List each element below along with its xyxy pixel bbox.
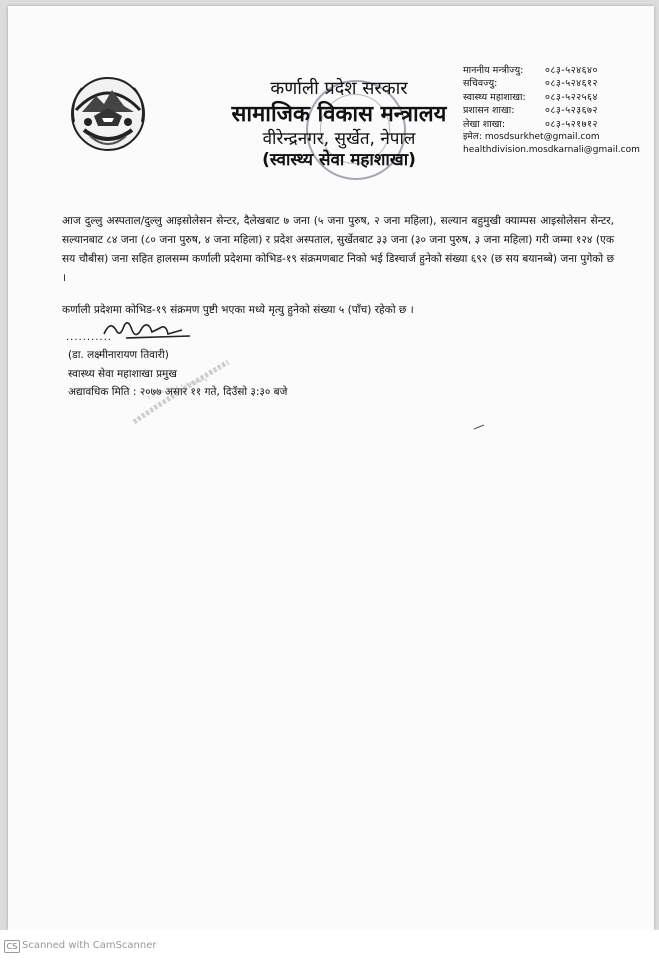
death-count-paragraph: कर्णाली प्रदेशमा कोभिड-१९ संक्रमण पुष्टी भएका मध्ये मृत्यु हुनेको संख्या ५ (पाँच) रहेको छ ।	[62, 304, 414, 316]
contact-row	[463, 104, 653, 117]
contact-label: स्वास्थ्य महाशाखा:	[463, 91, 526, 103]
signatory-title: स्वास्थ्य सेवा महाशाखा प्रमुख	[68, 367, 177, 380]
scanner-watermark-text: Scanned with CamScanner	[22, 940, 157, 951]
contact-row	[463, 77, 653, 90]
scanner-footer	[0, 930, 659, 960]
contact-label: माननीय मन्त्रीज्यु:	[463, 65, 524, 76]
contact-number: ०८३-५२३६७२	[545, 105, 598, 117]
document-page	[8, 6, 654, 930]
contact-label: सचिवज्यु:	[463, 78, 498, 90]
contact-list	[463, 64, 653, 157]
contact-row	[463, 91, 653, 104]
government-name: कर्णाली प्रदेश सरकार	[270, 78, 408, 99]
discharge-paragraph: आज दुल्लु अस्पताल/दुल्लु आइसोलेसन सेन्टर, दैलेखबाट ७ जना (५ जना पुरुष, २ जना महिला), सल्यान बहुमुखी क्याम्पस आइसोलेसन सेन्टर, सल्यानबाट ८४ जना (८० जना पुरुष, ४ जना महिला) र प्रदेश अस्पताल, सुर्खेतबाट ३३ जना (३० जना पुरुष, ३ जना महिला) गरी जम्मा १२४ (एक सय चौबीस) जना सहित हालसम्म कर्णाली प्रदेशमा कोभिड-१९ संक्रमणबाट निको भई डिस्चार्ज हुनेको संख्या ६९२ (छ सय बयानब्बे) जना पुगेको छ ।	[62, 215, 614, 284]
contact-number: ०८३-५२४६४०	[545, 65, 598, 76]
contact-number: ०८३-५२२५६४	[545, 91, 598, 103]
camscanner-logo: CS	[4, 940, 20, 953]
contact-number: ०८३-५२१७१२	[545, 118, 598, 130]
nepal-emblem-logo	[66, 72, 150, 156]
contact-row	[463, 118, 653, 131]
email-label: इमेल:	[463, 131, 482, 142]
contact-row	[463, 64, 653, 77]
email-address-primary: mosdsurkhet@gmail.com	[484, 131, 600, 142]
office-address: वीरेन्द्रनगर, सुर्खेत, नेपाल	[262, 129, 416, 149]
division-name: (स्वास्थ्य सेवा महाशाखा)	[262, 150, 416, 170]
faded-stamp-impression	[128, 358, 238, 428]
contact-number: ०८३-५२४६१२	[545, 78, 598, 90]
notice-body	[62, 212, 614, 320]
signatory-name: (डा. लक्ष्मीनारायण तिवारी)	[68, 349, 169, 361]
contact-label: लेखा शाखा:	[463, 118, 506, 130]
contact-label: प्रशासन शाखा:	[463, 105, 515, 117]
email-row	[463, 131, 653, 144]
stray-pen-mark	[473, 424, 485, 430]
ministry-name: सामाजिक विकास मन्त्रालय	[231, 102, 447, 127]
update-date: अद्यावधिक मिति : २०७७ असार ११ गते, दिउँसो ३:३० बजे	[68, 386, 288, 398]
signature-line: ...........	[66, 332, 112, 343]
email-address-secondary: healthdivision.mosdkarnali@gmail.com	[463, 144, 640, 155]
